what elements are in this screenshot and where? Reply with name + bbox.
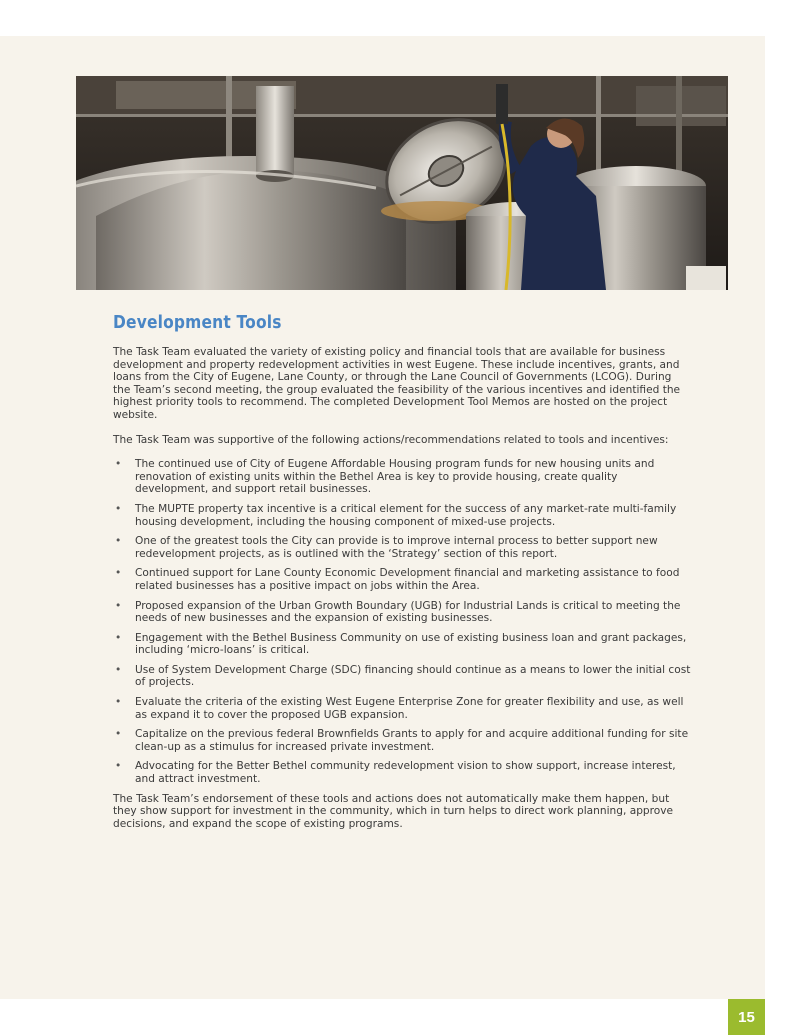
list-item: • Engagement with the Bethel Business Community on use of existing business loan and grant packages, including ‘micro-loans’ is critical. [113, 632, 691, 657]
list-item: • One of the greatest tools the City can provide is to improve internal process to better support new redevelopment projects, as is outlined with the ‘Strategy’ section of this report. [113, 535, 691, 560]
closing-paragraph: The Task Team’s endorsement of these tools and actions does not automatically make them happen, but they show support for investment in the community, which in turn helps to direct work planning, approve decisions, and expand the scope of existing programs. [113, 792, 674, 830]
main-content [113, 312, 691, 842]
page [0, 36, 765, 1026]
list-item: • Capitalize on the previous federal Brownfields Grants to apply for and acquire additional funding for site clean-up as a stimulus for increased private investment. [113, 728, 691, 753]
recommendations-list [113, 458, 691, 785]
page-number-badge: 15 [728, 999, 765, 1035]
list-item: • Proposed expansion of the Urban Growth Boundary (UGB) for Industrial Lands is critical to meeting the needs of new businesses and the expansion of existing businesses. [113, 600, 691, 625]
brewery-photo [76, 76, 728, 290]
lead-paragraph: The Task Team was supportive of the following actions/recommendations related to tools and incentives: [113, 433, 669, 446]
brewery-photo-illustration [76, 76, 728, 290]
list-item: • The continued use of City of Eugene Affordable Housing program funds for new housing units and renovation of existing units within the Bethel Area is key to provide housing, create quality development, and support retail businesses. [113, 458, 691, 496]
section-title: Development Tools [113, 312, 282, 333]
list-item: • Advocating for the Better Bethel community redevelopment vision to show support, increase interest, and attract investment. [113, 760, 691, 785]
list-item: • Evaluate the criteria of the existing West Eugene Enterprise Zone for greater flexibility and use, as well as expand it to cover the proposed UGB expansion. [113, 696, 691, 721]
list-item: • Continued support for Lane County Economic Development financial and marketing assistance to food related businesses has a positive impact on jobs within the Area. [113, 567, 691, 592]
list-item: • The MUPTE property tax incentive is a critical element for the success of any market-rate multi-family housing development, including the housing component of mixed-use projects. [113, 503, 691, 528]
list-item: • Use of System Development Charge (SDC) financing should continue as a means to lower the initial cost of projects. [113, 664, 691, 689]
intro-paragraph: The Task Team evaluated the variety of existing policy and financial tools that are available for business development and property redevelopment activities in west Eugene. These include incentives, grants, and loans from the City of Eugene, Lane County, or through the Lane Council of Governments (LCOG). During the Team’s second meeting, the group evaluated the feasibility of the various incentives and identified the highest priority tools to recommend. The completed Development Tool Memos are hosted on the project website. [113, 346, 681, 421]
